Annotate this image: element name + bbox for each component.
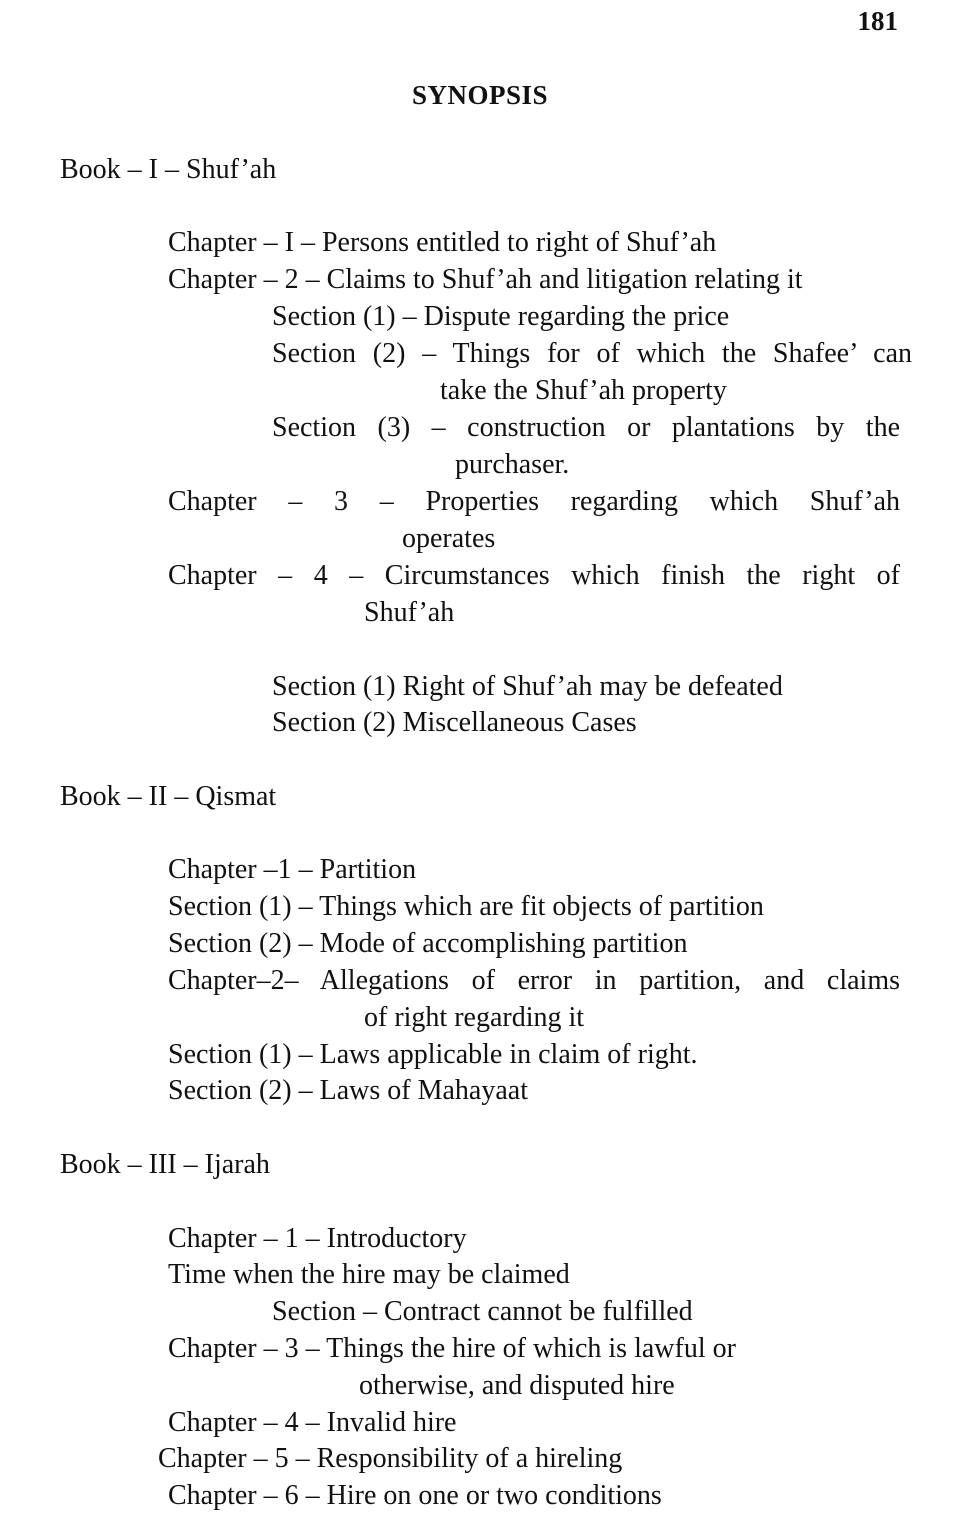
toc-section-line: Section (3) – construction or plantations by the: [272, 412, 900, 443]
toc-chapter-line: Chapter – 1 – Introductory: [168, 1223, 467, 1254]
toc-chapter-line: Chapter – 5 – Responsibility of a hireling: [158, 1443, 623, 1474]
toc-chapter-line: Chapter – 6 – Hire on one or two conditions: [168, 1480, 662, 1511]
toc-chapter-line: Chapter – 4 – Circumstances which finish the right of: [168, 560, 900, 591]
toc-text-line: Time when the hire may be claimed: [168, 1259, 570, 1290]
toc-section-line: Section – Contract cannot be fulfilled: [272, 1296, 693, 1327]
toc-section-line: Section (1) – Dispute regarding the price: [272, 301, 730, 332]
toc-section-line: Section (2) – Things for of which the Shafee’ can: [272, 338, 912, 369]
toc-chapter-line: Chapter – I – Persons entitled to right of Shuf’ah: [168, 227, 717, 258]
toc-section-line: Section (2) – Mode of accomplishing partition: [168, 928, 688, 959]
page-number: 181: [857, 6, 898, 36]
toc-section-line: Section (2) Miscellaneous Cases: [272, 707, 637, 738]
toc-section-line: Section (1) – Laws applicable in claim of right.: [168, 1039, 698, 1070]
toc-chapter-line: Chapter –1 – Partition: [168, 854, 417, 885]
toc-chapter-line: Chapter–2– Allegations of error in partition, and claims: [168, 965, 900, 996]
toc-chapter-line: Chapter – 4 – Invalid hire: [168, 1407, 457, 1438]
toc-chapter-line: Chapter – 2 – Claims to Shuf’ah and litigation relating it: [168, 264, 803, 295]
toc-continuation-line: operates: [402, 523, 496, 554]
toc-continuation-line: Shuf’ah: [364, 597, 455, 628]
book-heading: Book – III – Ijarah: [60, 1149, 270, 1180]
toc-continuation-line: purchaser.: [455, 449, 570, 480]
toc-section-line: Section (2) – Laws of Mahayaat: [168, 1075, 528, 1106]
toc-chapter-line: Chapter – 3 – Properties regarding which Shuf’ah: [168, 486, 900, 517]
toc-continuation-line: of right regarding it: [364, 1002, 585, 1033]
toc-continuation-line: take the Shuf’ah property: [440, 375, 727, 406]
book-heading: Book – II – Qismat: [60, 781, 277, 812]
toc-continuation-line: otherwise, and disputed hire: [359, 1370, 675, 1401]
page-title: SYNOPSIS: [411, 80, 549, 110]
book-heading: Book – I – Shuf’ah: [60, 154, 277, 185]
toc-section-line: Section (1) Right of Shuf’ah may be defeated: [272, 671, 783, 702]
toc-chapter-line: Chapter – 3 – Things the hire of which is lawful or: [168, 1333, 736, 1364]
toc-section-line: Section (1) – Things which are fit objects of partition: [168, 891, 764, 922]
